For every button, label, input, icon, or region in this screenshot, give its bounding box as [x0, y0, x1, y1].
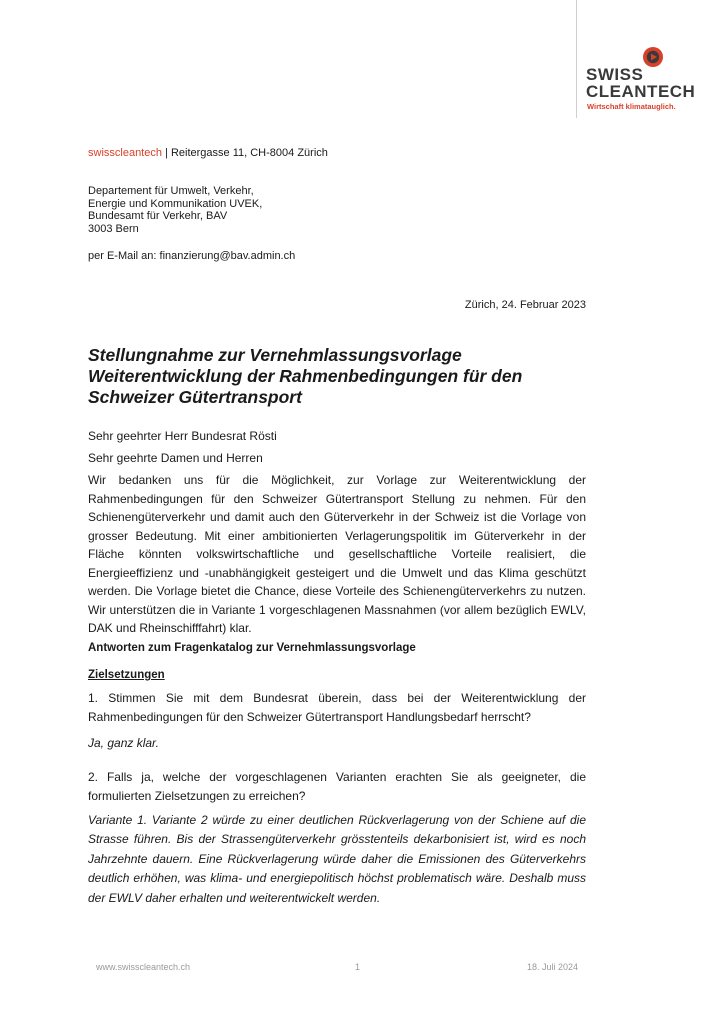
- sender-address: | Reitergasse 11, CH-8004 Zürich: [161, 147, 328, 159]
- recipient-address: [88, 185, 586, 235]
- document-title: [88, 345, 586, 408]
- salutation-minister: Sehr geehrter Herr Bundesrat Rösti: [88, 429, 277, 443]
- recipient-line: 3003 Bern: [88, 222, 139, 235]
- intro-paragraph: Wir bedanken uns für die Möglichkeit, zur Vorlage zur Weiterentwicklung der Rahmenbedingungen für den Schweizer Gütertransport Stellung zu nehmen. Für den Schienengüterverkehr und damit auch den Güterverkehr in der Schweiz ist die Vorlage von grosser Bedeutung. Mit einer ambitionierten Verlagerungspolitik im Güterverkehr in der Fläche könnten volkswirtschaftliche und gesellschaftliche Vorteile realisiert, die Energieeffizienz und -unabhängigkeit gesteigert und die Umwelt und das Klima geschützt werden. Die Vorlage bietet die Chance, diese Vorteile des Schienengüterverkehrs zu nutzen. Wir unterstützen die in Variante 1 vorgeschlagenen Massnahmen (vor allem bezüglich EWLV, DAK und Rheinschifffahrt) klar.: [88, 473, 586, 635]
- play-circle-icon: [642, 46, 664, 68]
- logo-word-swiss: SWISS: [586, 65, 644, 84]
- answer-1: Ja, ganz klar.: [88, 736, 159, 750]
- section-heading: Antworten zum Fragenkatalog zur Vernehmlassungsvorlage: [88, 642, 416, 654]
- answer-2: Variante 1. Variante 2 würde zu einer deutlichen Rückverlagerung von der Schiene auf die Strasse führen. Bis der Strassengüterverkehr grösstenteils dekarbonisiert ist, wird es noch Jahrzehnte dauern. Eine Rückverlagerung würde daher die Emissionen des Güterverkehrs deutlich erhöhen, was klima- und energiepolitisch höchst problematisch wäre. Deshalb muss der EWLV daher erhalten und weiterentwickelt werden.: [88, 813, 586, 905]
- footer-page-number: 1: [355, 962, 361, 972]
- sender-line: [88, 145, 586, 161]
- recipient-line: Energie und Kommunikation UVEK,: [88, 197, 263, 210]
- salutation-general: Sehr geehrte Damen und Herren: [88, 451, 263, 465]
- swiss-cleantech-logo: [586, 42, 706, 114]
- recipient-line: Bundesamt für Verkehr, BAV: [88, 210, 228, 223]
- footer-date: 18. Juli 2024: [527, 962, 579, 972]
- sender-brand: swisscleantech: [88, 147, 162, 159]
- letter-date: Zürich, 24. Februar 2023: [464, 299, 586, 311]
- logo-tagline: Wirtschaft klimatauglich.: [587, 102, 676, 111]
- letterhead-divider: [576, 0, 577, 118]
- title-line: Stellungnahme zur Vernehmlassungsvorlage: [88, 345, 462, 365]
- recipient-line: Departement für Umwelt, Verkehr,: [88, 185, 254, 197]
- question-2: 2. Falls ja, welche der vorgeschlagenen Varianten erachten Sie als geeigneter, die formulierten Zielsetzungen zu erreichen?: [88, 770, 586, 803]
- footer-website: www.swisscleantech.ch: [96, 962, 191, 972]
- title-line: Weiterentwicklung der Rahmenbedingungen für den: [88, 366, 523, 386]
- question-1: 1. Stimmen Sie mit dem Bundesrat überein, dass bei der Weiterentwicklung der Rahmenbedingungen für den Schweizer Gütertransport Handlungsbedarf herrscht?: [88, 691, 586, 724]
- logo-word-cleantech: CLEANTECH: [586, 82, 696, 101]
- email-line: per E-Mail an: finanzierung@bav.admin.ch: [88, 250, 296, 262]
- title-line: Schweizer Gütertransport: [88, 387, 302, 407]
- subsection-heading: Zielsetzungen: [88, 669, 165, 681]
